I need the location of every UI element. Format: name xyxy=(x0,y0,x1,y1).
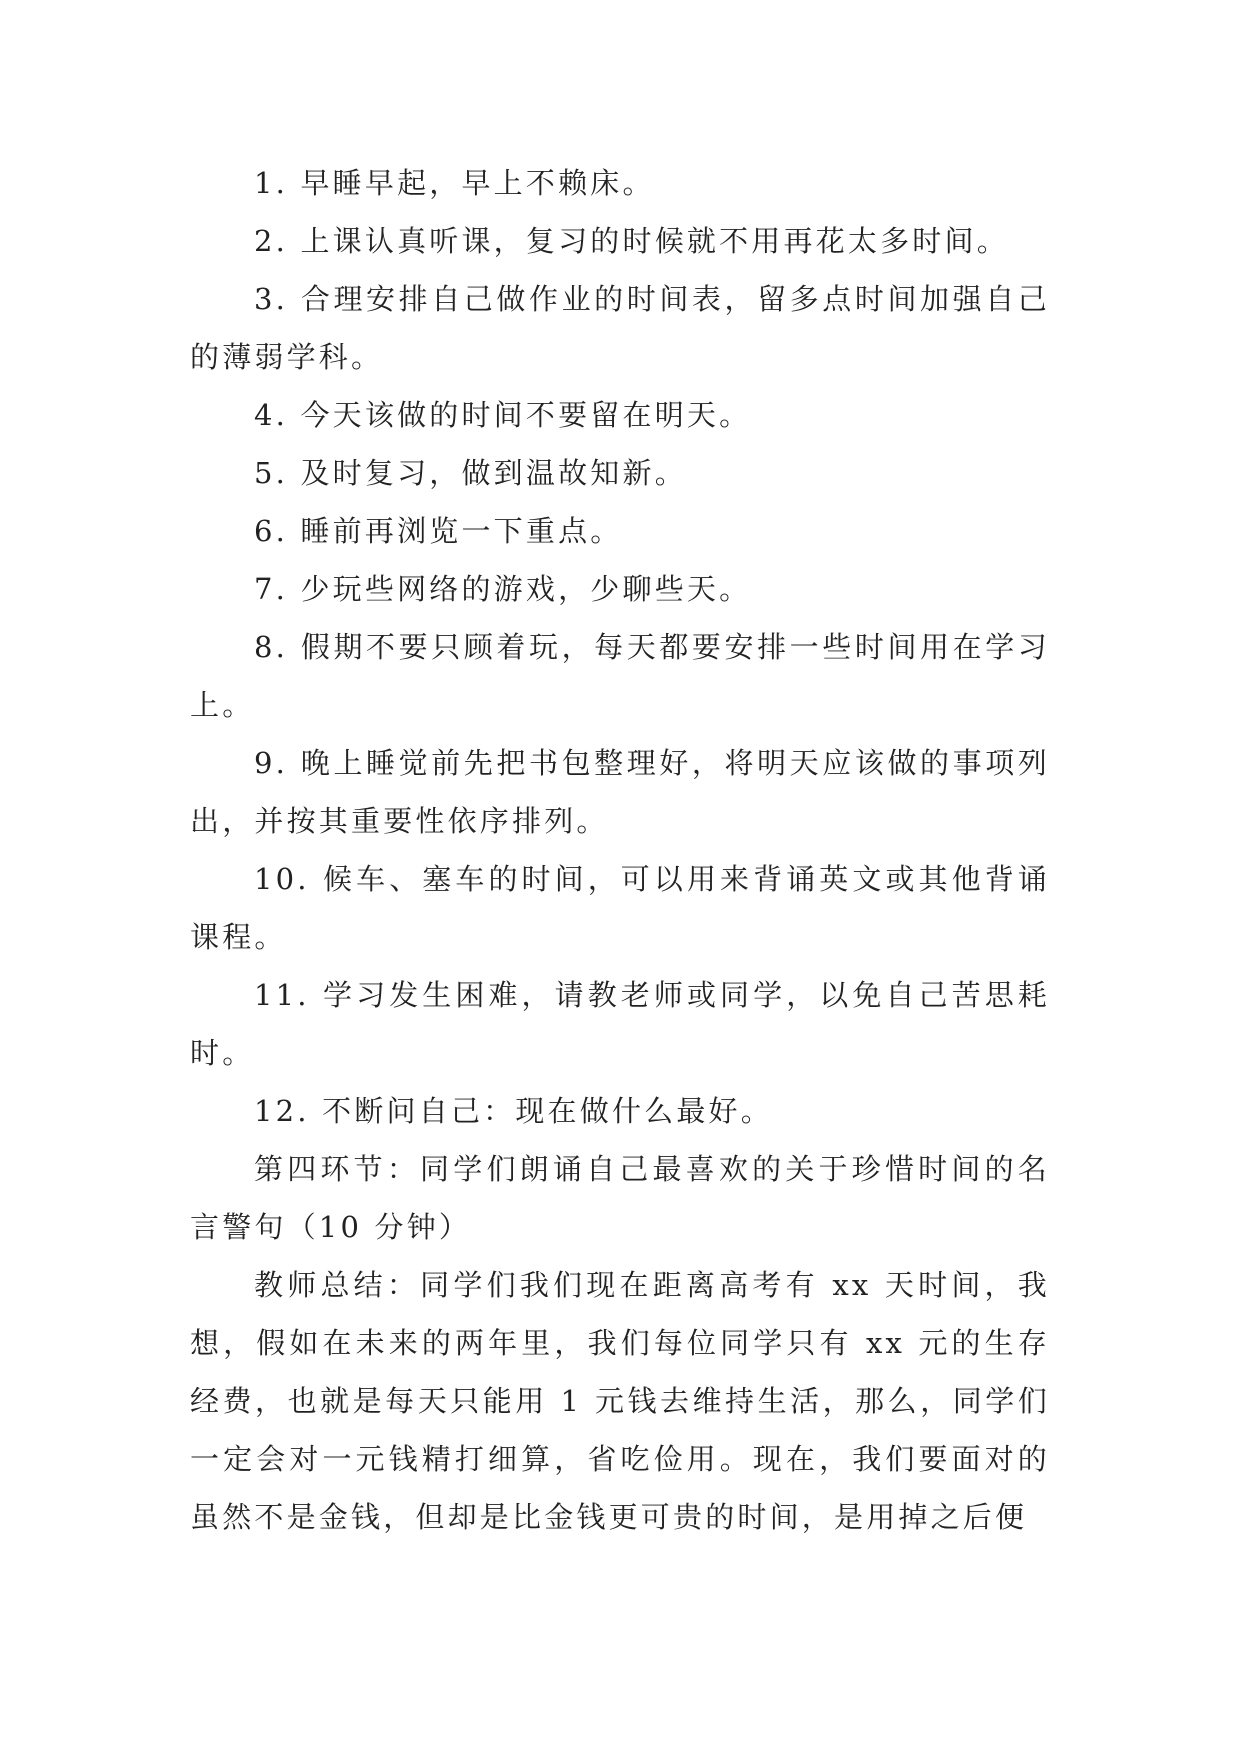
list-item-11: 11. 学习发生困难，请教老师或同学，以免自己苦思耗时。 xyxy=(190,978,1050,1070)
section-four-paragraph: 第四环节：同学们朗诵自己最喜欢的关于珍惜时间的名言警句（10 分钟） xyxy=(190,1152,1050,1244)
document-page xyxy=(190,154,1050,1546)
list-item-2: 2. 上课认真听课，复习的时候就不用再花太多时间。 xyxy=(254,224,1009,258)
list-item-9: 9. 晚上睡觉前先把书包整理好，将明天应该做的事项列出，并按其重要性依序排列。 xyxy=(190,746,1050,838)
list-item-8: 8. 假期不要只顾着玩，每天都要安排一些时间用在学习上。 xyxy=(190,630,1050,722)
list-item-3: 3. 合理安排自己做作业的时间表，留多点时间加强自己的薄弱学科。 xyxy=(190,282,1050,374)
list-item-7: 7. 少玩些网络的游戏，少聊些天。 xyxy=(254,572,752,606)
teacher-summary-paragraph: 教师总结：同学们我们现在距离高考有 xx 天时间，我想，假如在未来的两年里，我们每位同学只有 xx 元的生存经费，也就是每天只能用 1 元钱去维持生活，那么，同学们一定会对一元钱精打细算，省吃俭用。现在，我们要面对的虽然不是金钱，但却是比金钱更可贵的时间，是用掉之后便 xyxy=(190,1268,1050,1534)
list-item-12: 12. 不断问自己：现在做什么最好。 xyxy=(254,1094,773,1128)
list-item-10: 10. 候车、塞车的时间，可以用来背诵英文或其他背诵课程。 xyxy=(190,862,1050,954)
list-item-6: 6. 睡前再浏览一下重点。 xyxy=(254,514,623,548)
list-item-5: 5. 及时复习，做到温故知新。 xyxy=(254,456,687,490)
list-item-1: 1. 早睡早起，早上不赖床。 xyxy=(254,166,655,200)
list-item-4: 4. 今天该做的时间不要留在明天。 xyxy=(254,398,752,432)
